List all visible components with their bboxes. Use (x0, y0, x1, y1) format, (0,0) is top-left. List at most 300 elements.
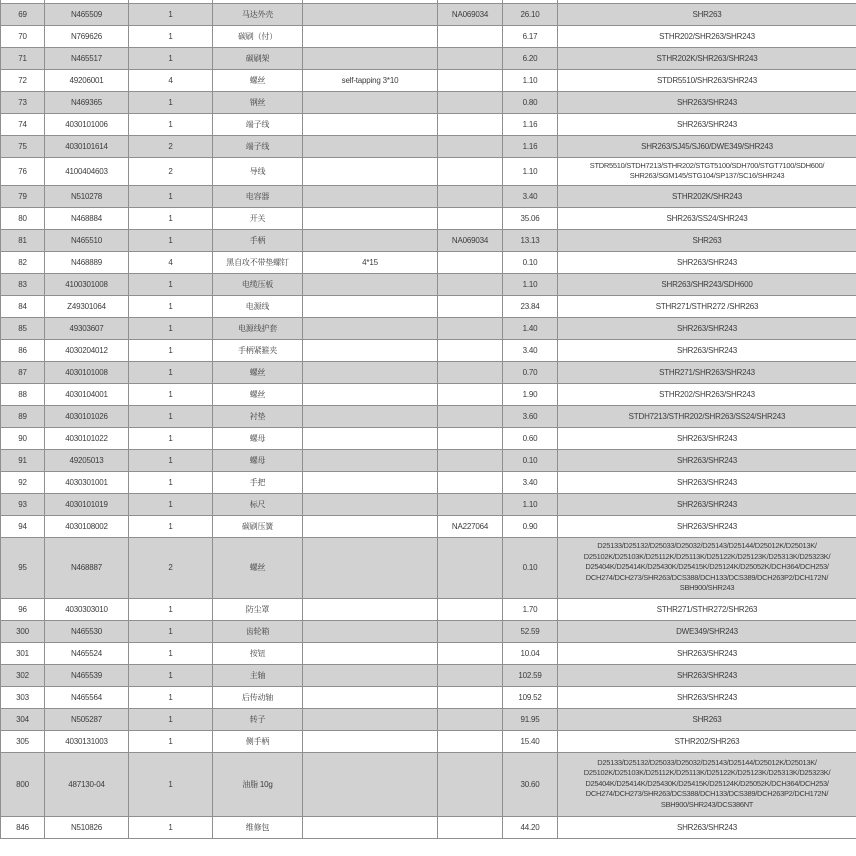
cell-part: 4030204012 (45, 339, 129, 361)
cell-name: 螺母 (213, 427, 303, 449)
cell-spec (303, 730, 438, 752)
cell-models: STDR5510/SHR263/SHR243 (558, 69, 856, 91)
cell-code (438, 317, 503, 339)
cell-code (438, 339, 503, 361)
cell-spec (303, 295, 438, 317)
cell-models: SHR263/SJ45/SJ60/DWE349/SHR243 (558, 135, 856, 157)
cell-price: 10.04 (503, 642, 558, 664)
cell-code (438, 157, 503, 185)
cell-part: N510278 (45, 185, 129, 207)
cell-models: SHR263 (558, 229, 856, 251)
cell-code: NA227064 (438, 515, 503, 537)
cell-qty: 1 (129, 295, 213, 317)
cell-part: 4030303010 (45, 598, 129, 620)
cell-name: 侧手柄 (213, 730, 303, 752)
table-row (1, 752, 856, 816)
cell-name: 标尺 (213, 493, 303, 515)
cell-price: 52.59 (503, 620, 558, 642)
cell-no: 84 (1, 295, 45, 317)
cell-no: 304 (1, 708, 45, 730)
cell-qty: 1 (129, 273, 213, 295)
table-row (1, 383, 856, 405)
cell-part: 4030101614 (45, 135, 129, 157)
cell-spec (303, 515, 438, 537)
cell-models: SHR263/SHR243 (558, 339, 856, 361)
cell-name: 电容器 (213, 185, 303, 207)
cell-qty: 2 (129, 537, 213, 598)
cell-spec (303, 91, 438, 113)
cell-qty: 4 (129, 69, 213, 91)
cell-models: SHR263 (558, 708, 856, 730)
cell-part: N468887 (45, 537, 129, 598)
cell-no: 303 (1, 686, 45, 708)
cell-qty: 1 (129, 339, 213, 361)
cell-models: D25133/D25132/D25033/D25032/D25143/D25144/D25012K/D25013K/ D25102K/D25103K/D25112K/D25113K/D25122K/D25123K/D25313K/D25323K/ D25404K/D25414K/D25430K/D25415K/D25124K/D25052K/DCH364/DCH253/ DCH274/DCH273/SHR263/DCS388/DCH133/DCS389/DCH263P2/DCH172N/ SBH900/SHR243 (558, 537, 856, 598)
cell-price: 1.16 (503, 135, 558, 157)
cell-code (438, 427, 503, 449)
cell-spec: self-tapping 3*10 (303, 69, 438, 91)
cell-models: STHR202/SHR263/SHR243 (558, 25, 856, 47)
cell-name: 后传动轴 (213, 686, 303, 708)
cell-code (438, 664, 503, 686)
cell-qty: 1 (129, 361, 213, 383)
cell-no: 91 (1, 449, 45, 471)
cell-name: 转子 (213, 708, 303, 730)
cell-spec (303, 47, 438, 69)
cell-name: 维修包 (213, 816, 303, 838)
cell-no: 80 (1, 207, 45, 229)
cell-price: 1.10 (503, 493, 558, 515)
cell-price: 0.90 (503, 515, 558, 537)
cell-spec (303, 135, 438, 157)
cell-qty: 1 (129, 515, 213, 537)
table-row (1, 598, 856, 620)
table-row (1, 207, 856, 229)
cell-name: 碳刷架 (213, 47, 303, 69)
cell-name: 马达外壳 (213, 3, 303, 25)
cell-price: 0.10 (503, 251, 558, 273)
cell-name: 端子线 (213, 113, 303, 135)
parts-table-body (1, 0, 856, 838)
cell-no: 69 (1, 3, 45, 25)
table-row (1, 339, 856, 361)
cell-qty: 1 (129, 25, 213, 47)
cell-name: 手柄 (213, 229, 303, 251)
table-row (1, 730, 856, 752)
cell-code (438, 207, 503, 229)
cell-models: SHR263/SHR243 (558, 471, 856, 493)
cell-price: 1.10 (503, 157, 558, 185)
table-row (1, 686, 856, 708)
cell-price: 23.84 (503, 295, 558, 317)
cell-qty: 1 (129, 185, 213, 207)
cell-code: NA069034 (438, 3, 503, 25)
cell-qty: 1 (129, 493, 213, 515)
table-row (1, 47, 856, 69)
cell-qty: 1 (129, 405, 213, 427)
cell-price: 26.10 (503, 3, 558, 25)
cell-code (438, 493, 503, 515)
cell-price: 0.10 (503, 449, 558, 471)
cell-name: 螺丝 (213, 383, 303, 405)
cell-no: 70 (1, 25, 45, 47)
cell-no: 83 (1, 273, 45, 295)
table-row (1, 361, 856, 383)
table-row (1, 620, 856, 642)
table-row (1, 157, 856, 185)
cell-qty: 2 (129, 135, 213, 157)
cell-name: 螺丝 (213, 361, 303, 383)
cell-spec (303, 3, 438, 25)
cell-spec (303, 708, 438, 730)
cell-price: 0.70 (503, 361, 558, 383)
cell-part: N465539 (45, 664, 129, 686)
cell-name: 螺丝 (213, 537, 303, 598)
cell-no: 75 (1, 135, 45, 157)
cell-price: 15.40 (503, 730, 558, 752)
cell-no: 92 (1, 471, 45, 493)
table-row (1, 295, 856, 317)
cell-no: 85 (1, 317, 45, 339)
cell-spec (303, 598, 438, 620)
cell-spec (303, 642, 438, 664)
cell-models: SHR263/SHR243 (558, 493, 856, 515)
cell-models: SHR263/SHR243 (558, 427, 856, 449)
cell-price: 13.13 (503, 229, 558, 251)
cell-spec (303, 449, 438, 471)
cell-models: D25133/D25132/D25033/D25032/D25143/D25144/D25012K/D25013K/ D25102K/D25103K/D25112K/D25113K/D25122K/D25123K/D25313K/D25323K/ D25404K/D25414K/D25430K/D25415K/D25124K/D25052K/DCH364/DCH253/ DCH274/DCH273/SHR263/DCS388/DCH133/DCS389/DCH263P2/DCH172N/ SBH900/SHR243/DCS386NT (558, 752, 856, 816)
cell-price: 0.80 (503, 91, 558, 113)
table-row (1, 317, 856, 339)
cell-name: 手把 (213, 471, 303, 493)
cell-models: SHR263/SHR243 (558, 251, 856, 273)
cell-code (438, 620, 503, 642)
cell-no: 89 (1, 405, 45, 427)
cell-name: 黑自攻不带垫螺钉 (213, 251, 303, 273)
table-row (1, 664, 856, 686)
cell-part: N465510 (45, 229, 129, 251)
cell-spec (303, 427, 438, 449)
cell-price: 35.06 (503, 207, 558, 229)
cell-price: 6.20 (503, 47, 558, 69)
table-row (1, 273, 856, 295)
cell-name: 碳刷压簧 (213, 515, 303, 537)
cell-part: N465524 (45, 642, 129, 664)
cell-no: 846 (1, 816, 45, 838)
cell-models: SHR263/SHR243 (558, 317, 856, 339)
cell-models: STHR202/SHR263 (558, 730, 856, 752)
cell-spec (303, 317, 438, 339)
cell-part: 4030101008 (45, 361, 129, 383)
table-row (1, 515, 856, 537)
cell-qty: 1 (129, 620, 213, 642)
cell-price: 3.60 (503, 405, 558, 427)
cell-no: 74 (1, 113, 45, 135)
cell-spec (303, 752, 438, 816)
cell-part: 4030101019 (45, 493, 129, 515)
cell-no: 93 (1, 493, 45, 515)
cell-part: Z49301064 (45, 295, 129, 317)
cell-qty: 1 (129, 686, 213, 708)
cell-qty: 1 (129, 207, 213, 229)
cell-part: 4030101026 (45, 405, 129, 427)
table-row (1, 113, 856, 135)
cell-no: 90 (1, 427, 45, 449)
cell-models: SHR263/SHR243 (558, 515, 856, 537)
cell-models: STHR271/SHR263/SHR243 (558, 361, 856, 383)
cell-price: 1.40 (503, 317, 558, 339)
cell-qty: 1 (129, 91, 213, 113)
cell-part: 49303607 (45, 317, 129, 339)
cell-no: 71 (1, 47, 45, 69)
cell-part: 4030101006 (45, 113, 129, 135)
cell-price: 109.52 (503, 686, 558, 708)
cell-code (438, 69, 503, 91)
cell-models: SHR263/SHR243 (558, 449, 856, 471)
cell-part: 4030131003 (45, 730, 129, 752)
cell-price: 3.40 (503, 471, 558, 493)
cell-name: 钢丝 (213, 91, 303, 113)
cell-price: 91.95 (503, 708, 558, 730)
cell-spec (303, 493, 438, 515)
cell-name: 油脂 10g (213, 752, 303, 816)
cell-code (438, 91, 503, 113)
cell-models: SHR263 (558, 3, 856, 25)
cell-qty: 1 (129, 752, 213, 816)
cell-spec (303, 185, 438, 207)
cell-qty: 1 (129, 113, 213, 135)
cell-no: 79 (1, 185, 45, 207)
cell-spec (303, 664, 438, 686)
cell-code (438, 251, 503, 273)
cell-no: 87 (1, 361, 45, 383)
cell-price: 6.17 (503, 25, 558, 47)
cell-qty: 1 (129, 598, 213, 620)
table-row (1, 708, 856, 730)
cell-code (438, 816, 503, 838)
table-row (1, 642, 856, 664)
cell-no: 81 (1, 229, 45, 251)
cell-qty: 1 (129, 816, 213, 838)
cell-models: SHR263/SHR243 (558, 642, 856, 664)
cell-name: 开关 (213, 207, 303, 229)
cell-part: N769626 (45, 25, 129, 47)
cell-models: SHR263/SHR243 (558, 91, 856, 113)
cell-part: N465530 (45, 620, 129, 642)
cell-part: N510826 (45, 816, 129, 838)
cell-part: N505287 (45, 708, 129, 730)
table-row (1, 493, 856, 515)
table-row (1, 537, 856, 598)
cell-price: 1.10 (503, 273, 558, 295)
cell-no: 800 (1, 752, 45, 816)
table-row (1, 135, 856, 157)
cell-no: 86 (1, 339, 45, 361)
cell-spec (303, 339, 438, 361)
cell-part: N469365 (45, 91, 129, 113)
cell-qty: 1 (129, 229, 213, 251)
cell-name: 电源线护套 (213, 317, 303, 339)
cell-price: 3.40 (503, 339, 558, 361)
cell-models: SHR263/SHR243 (558, 664, 856, 686)
cell-price: 1.90 (503, 383, 558, 405)
cell-name: 导线 (213, 157, 303, 185)
cell-part: 4100301008 (45, 273, 129, 295)
cell-qty: 4 (129, 251, 213, 273)
cell-spec (303, 229, 438, 251)
cell-no: 88 (1, 383, 45, 405)
cell-price: 3.40 (503, 185, 558, 207)
cell-part: 49206001 (45, 69, 129, 91)
cell-spec (303, 113, 438, 135)
cell-code (438, 25, 503, 47)
cell-qty: 1 (129, 642, 213, 664)
cell-code (438, 449, 503, 471)
cell-no: 96 (1, 598, 45, 620)
cell-code (438, 730, 503, 752)
cell-models: STHR271/STHR272 /SHR263 (558, 295, 856, 317)
table-row (1, 69, 856, 91)
cell-part: 49205013 (45, 449, 129, 471)
cell-models: STDH7213/STHR202/SHR263/SS24/SHR243 (558, 405, 856, 427)
table-row (1, 251, 856, 273)
cell-spec (303, 816, 438, 838)
cell-qty: 1 (129, 427, 213, 449)
cell-price: 0.60 (503, 427, 558, 449)
cell-price: 30.60 (503, 752, 558, 816)
cell-no: 300 (1, 620, 45, 642)
cell-spec (303, 157, 438, 185)
cell-part: N465564 (45, 686, 129, 708)
cell-code (438, 383, 503, 405)
cell-models: SHR263/SS24/SHR243 (558, 207, 856, 229)
cell-qty: 1 (129, 449, 213, 471)
cell-qty: 1 (129, 664, 213, 686)
cell-spec (303, 383, 438, 405)
cell-qty: 2 (129, 157, 213, 185)
table-row (1, 449, 856, 471)
table-row (1, 91, 856, 113)
cell-name: 手柄紧箍夹 (213, 339, 303, 361)
cell-price: 0.10 (503, 537, 558, 598)
cell-part: N465509 (45, 3, 129, 25)
cell-part: 4030101022 (45, 427, 129, 449)
cell-code (438, 642, 503, 664)
cell-price: 1.70 (503, 598, 558, 620)
table-row (1, 471, 856, 493)
cell-price: 44.20 (503, 816, 558, 838)
cell-name: 螺丝 (213, 69, 303, 91)
cell-qty: 1 (129, 383, 213, 405)
cell-code (438, 273, 503, 295)
cell-no: 94 (1, 515, 45, 537)
cell-name: 衬垫 (213, 405, 303, 427)
cell-name: 端子线 (213, 135, 303, 157)
cell-qty: 1 (129, 708, 213, 730)
cell-code (438, 752, 503, 816)
cell-part: 4030301001 (45, 471, 129, 493)
cell-models: STHR202K/SHR263/SHR243 (558, 47, 856, 69)
cell-name: 电缆压板 (213, 273, 303, 295)
cell-no: 95 (1, 537, 45, 598)
cell-code (438, 708, 503, 730)
cell-code (438, 598, 503, 620)
cell-models: STHR271/STHR272/SHR263 (558, 598, 856, 620)
cell-spec (303, 471, 438, 493)
cell-code (438, 47, 503, 69)
cell-code (438, 537, 503, 598)
cell-code (438, 471, 503, 493)
cell-models: SHR263/SHR243/SDH600 (558, 273, 856, 295)
cell-no: 305 (1, 730, 45, 752)
table-row (1, 25, 856, 47)
cell-part: N468884 (45, 207, 129, 229)
cell-name: 按钮 (213, 642, 303, 664)
cell-part: 4030104001 (45, 383, 129, 405)
table-row (1, 816, 856, 838)
cell-spec (303, 537, 438, 598)
cell-spec (303, 405, 438, 427)
cell-code (438, 135, 503, 157)
cell-code (438, 405, 503, 427)
cell-no: 302 (1, 664, 45, 686)
table-row (1, 3, 856, 25)
cell-no: 76 (1, 157, 45, 185)
cell-part: N465517 (45, 47, 129, 69)
cell-no: 82 (1, 251, 45, 273)
table-row (1, 405, 856, 427)
cell-spec (303, 361, 438, 383)
cell-part: N468889 (45, 251, 129, 273)
cell-qty: 1 (129, 47, 213, 69)
cell-price: 1.16 (503, 113, 558, 135)
cell-name: 电源线 (213, 295, 303, 317)
cell-spec: 4*15 (303, 251, 438, 273)
cell-qty: 1 (129, 3, 213, 25)
cell-name: 防尘罩 (213, 598, 303, 620)
cell-spec (303, 620, 438, 642)
cell-name: 螺母 (213, 449, 303, 471)
table-row (1, 185, 856, 207)
cell-code (438, 361, 503, 383)
cell-spec (303, 25, 438, 47)
cell-code (438, 185, 503, 207)
cell-spec (303, 207, 438, 229)
cell-models: SHR263/SHR243 (558, 686, 856, 708)
cell-part: 4030108002 (45, 515, 129, 537)
cell-models: SHR263/SHR243 (558, 816, 856, 838)
cell-code (438, 113, 503, 135)
table-row (1, 229, 856, 251)
cell-no: 73 (1, 91, 45, 113)
cell-part: 4100404603 (45, 157, 129, 185)
cell-models: STHR202/SHR263/SHR243 (558, 383, 856, 405)
cell-name: 齿轮箱 (213, 620, 303, 642)
cell-code (438, 295, 503, 317)
cell-no: 301 (1, 642, 45, 664)
cell-models: DWE349/SHR243 (558, 620, 856, 642)
cell-price: 102.59 (503, 664, 558, 686)
cell-qty: 1 (129, 317, 213, 339)
cell-part: 487130-04 (45, 752, 129, 816)
cell-qty: 1 (129, 471, 213, 493)
table-row (1, 427, 856, 449)
cell-spec (303, 273, 438, 295)
cell-qty: 1 (129, 730, 213, 752)
cell-no: 72 (1, 69, 45, 91)
cell-models: STDR5510/STDH7213/STHR202/STGT5100/SDH700/STGT7100/SDH600/ SHR263/SGM145/STG104/SP137/SC16/SHR243 (558, 157, 856, 185)
cell-models: SHR263/SHR243 (558, 113, 856, 135)
